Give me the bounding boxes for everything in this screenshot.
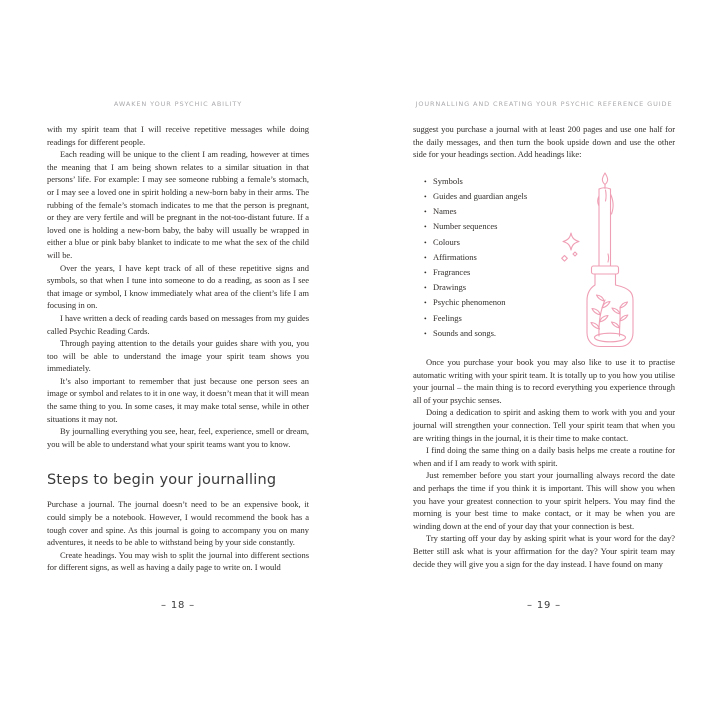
list-item: • Feelings <box>424 311 584 326</box>
paragraph: Doing a dedication to spirit and asking them to work with you and your journal will strengthen your connection. Tell your spirit team that when you are writing things in the journal, it is their time to make contact. <box>413 407 675 443</box>
page-number-right: – 19 – <box>527 600 561 611</box>
candle-bottle-illustration <box>558 170 640 352</box>
paragraph: By journalling everything you see, hear, feel, experience, smell or dream, you will be able to understand what your spirit teams want you to know. <box>47 426 309 449</box>
bottle-icon <box>587 266 633 347</box>
paragraph: Through paying attention to the details your guides share with you, you too will be able to understand the image your spirit team shows you immediately. <box>47 338 309 374</box>
list-item: • Drawings <box>424 280 584 295</box>
paragraph: I have written a deck of reading cards based on messages from my guides called Psychic Reading Cards. <box>47 312 309 336</box>
list-item: • Number sequences <box>424 219 584 234</box>
paragraph: Create headings. You may wish to split the journal into different sections for different signs, as well as having a daily page to write on. I would <box>47 549 309 573</box>
paragraph: suggest you purchase a journal with at least 200 pages and use one half for the daily messages, and then turn the book upside down and use the other side for your headings section. Add headings like: <box>413 124 675 160</box>
leaf-sprig-icon <box>591 295 628 336</box>
candle-icon <box>598 173 613 266</box>
list-item: • Colours <box>424 235 584 250</box>
paragraph: Try starting off your day by asking spirit what is your word for the day? Better still ask what is your affirmation for the day? Your spirit team may decide they will give you a sign for the day instead. I have found on many <box>413 533 675 569</box>
list-item: • Psychic phenomenon <box>424 295 584 310</box>
list-item: • Guides and guardian angels <box>424 189 584 204</box>
list-item: • Symbols <box>424 174 584 189</box>
page-number-left: – 18 – <box>161 600 195 611</box>
left-page <box>47 100 310 611</box>
running-head-right: JOURNALLING AND CREATING YOUR PSYCHIC REFERENCE GUIDE <box>415 100 673 108</box>
right-page <box>413 100 675 611</box>
paragraph: Each reading will be unique to the client I am reading, however at times the meaning that I am being shown relates to a similar situation in that persons’ life. For example: I may see someone rubbing a female’s stomach, or I may see a loved one in spirit holding a new-born baby in their arms. The rubbing of the female’s stomach indicates to me that the person is pregnant, or they are very fertile and will be pregnant in the not-too-distant future. If a loved one is holding a new-born baby, the baby will usually be wrapped in either a blue or pink baby blanket to indicate to me what the sex of the child will be. <box>47 149 309 260</box>
left-page-body <box>47 123 309 574</box>
list-item: • Fragrances <box>424 265 584 280</box>
paragraph: Just remember before you start your journalling always record the date and perhaps the time if you think it is important. This will show you when you have your greatest connection to your spirit helpers. You may find the morning is your best time to make contact, or it may be when you are winding down at the end of your day that your connection is best. <box>413 470 675 531</box>
list-item: • Sounds and songs. <box>424 326 584 341</box>
list-item: • Affirmations <box>424 250 584 265</box>
paragraph: Over the years, I have kept track of all of these repetitive signs and symbols, so that when I tune into someone to do a reading, as soon as I see that image or symbol, I know immediately what area of the client’s life I am focusing in on. <box>47 262 309 311</box>
paragraph: I find doing the same thing on a daily basis helps me create a routine for when and if I am ready to work with spirit. <box>413 445 675 468</box>
running-head-left: AWAKEN YOUR PSYCHIC ABILITY <box>113 100 243 108</box>
paragraph: Once you purchase your book you may also like to use it to practise automatic writing with your spirit team. It is totally up to you how you utilise your journal – the main thing is to record everything you experience through all of your psychic senses. <box>413 357 675 405</box>
paragraph: with my spirit team that I will receive repetitive messages while doing readings for different people. <box>47 124 309 147</box>
section-heading: Steps to begin your journalling <box>47 472 277 489</box>
list-item: • Names <box>424 204 584 219</box>
sparkle-icon <box>562 233 579 261</box>
paragraph: It’s also important to remember that just because one person sees an image or symbol and relates to it in one way, it doesn’t mean that it will mean the same thing to you. In some cases, it may make total sense, while in other situations it may not. <box>47 375 310 424</box>
paragraph: Purchase a journal. The journal doesn’t need to be an expensive book, it could simply be a notebook. However, I would recommend the book has a tough cover and spine. As this journal is going to accompany you on many adventures, it needs to be able to withstand being by your side constantly. <box>47 499 309 548</box>
